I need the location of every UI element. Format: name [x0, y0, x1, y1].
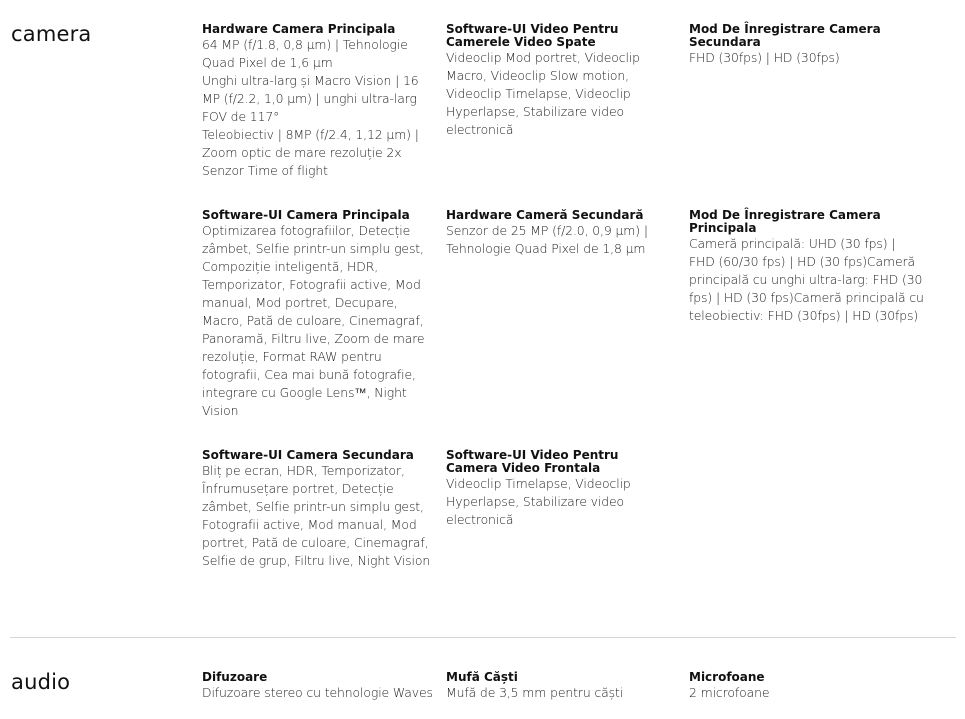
spec-line: 64 MP (f/1.8, 0,8 µm) | Tehnologie Quad Pixel de 1,6 µm [202, 37, 408, 70]
spec-line: Senzor Time of flight [202, 163, 328, 178]
spec-software-video-spate [446, 23, 670, 139]
spec-title: Hardware Camera Principala [202, 22, 396, 36]
spec-value: Videoclip Mod portret, Videoclip Macro, Videoclip Slow motion, Videoclip Timelapse, Videoclip Hyperlapse, Stabilizare video electronică [446, 50, 640, 137]
spec-software-camera-principala [202, 209, 434, 420]
spec-title: Difuzoare [202, 670, 268, 684]
spec-title: Mufă Căști [446, 670, 518, 684]
spec-mufa-casti [446, 671, 670, 702]
spec-title: Software-UI Video Pentru Camerele Video Spate [446, 22, 619, 49]
spec-value: 2 microfoane [689, 685, 770, 700]
spec-value [202, 36, 434, 180]
section-title-camera: camera [11, 22, 92, 46]
section-title-audio: audio [11, 670, 71, 694]
spec-value: Difuzoare stereo cu tehnologie Waves [202, 685, 433, 700]
spec-hardware-camera-secundara [446, 209, 670, 258]
spec-software-camera-secundara [202, 449, 434, 570]
spec-title: Hardware Cameră Secundară [446, 208, 644, 222]
spec-title: Microfoane [689, 670, 765, 684]
spec-microfoane [689, 671, 924, 702]
spec-title: Mod De Înregistrare Camera Principala [689, 208, 881, 235]
spec-value: Cameră principală: UHD (30 fps) | FHD (60/30 fps) | HD (30 fps)Cameră principală cu unghi ultra-larg: FHD (30 fps) | HD (30 fps)Cameră principală cu teleobiectiv: FHD (30fps) | HD (30fps) [689, 236, 924, 323]
section-divider [10, 637, 956, 638]
spec-value: Optimizarea fotografiilor, Detecție zâmbet, Selfie printr-un simplu gest, Compoziție inteligentă, HDR, Temporizator, Fotografii active, Mod manual, Mod portret, Decupare, Macro, Pată de culoare, Cinemagraf, Panoramă, Filtru live, Zoom de mare rezoluție, Format RAW pentru fotografii, Cea mai bună fotografie, integrare cu Google Lens™, Night Vision [202, 223, 425, 418]
spec-difuzoare [202, 671, 434, 702]
spec-software-video-frontala [446, 449, 670, 529]
spec-value: FHD (30fps) | HD (30fps) [689, 50, 840, 65]
spec-value: Bliț pe ecran, HDR, Temporizator, Înfrumusețare portret, Detecție zâmbet, Selfie printr-un simplu gest, Fotografii active, Mod manual, Mod portret, Pată de culoare, Cinemagraf, Selfie de grup, Filtru live, Night Vision [202, 463, 431, 568]
spec-value: Mufă de 3,5 mm pentru căști [446, 685, 624, 700]
spec-title: Software-UI Video Pentru Camera Video Frontala [446, 448, 619, 475]
spec-inregistrare-camera-principala [689, 209, 924, 325]
spec-title: Software-UI Camera Principala [202, 208, 410, 222]
spec-value: Senzor de 25 MP (f/2.0, 0,9 µm) | Tehnologie Quad Pixel de 1,8 µm [446, 223, 648, 256]
spec-inregistrare-camera-secundara [689, 23, 924, 67]
spec-title: Mod De Înregistrare Camera Secundara [689, 22, 881, 49]
spec-value: Videoclip Timelapse, Videoclip Hyperlapse, Stabilizare video electronică [446, 476, 631, 527]
spec-title: Software-UI Camera Secundara [202, 448, 414, 462]
spec-line: Teleobiectiv | 8MP (f/2.4, 1,12 µm) | Zoom optic de mare rezoluție 2x [202, 127, 419, 160]
spec-line: Unghi ultra-larg și Macro Vision | 16 MP (f/2.2, 1,0 µm) | unghi ultra-larg FOV de 117° [202, 73, 419, 124]
spec-hardware-camera-principala [202, 23, 434, 180]
